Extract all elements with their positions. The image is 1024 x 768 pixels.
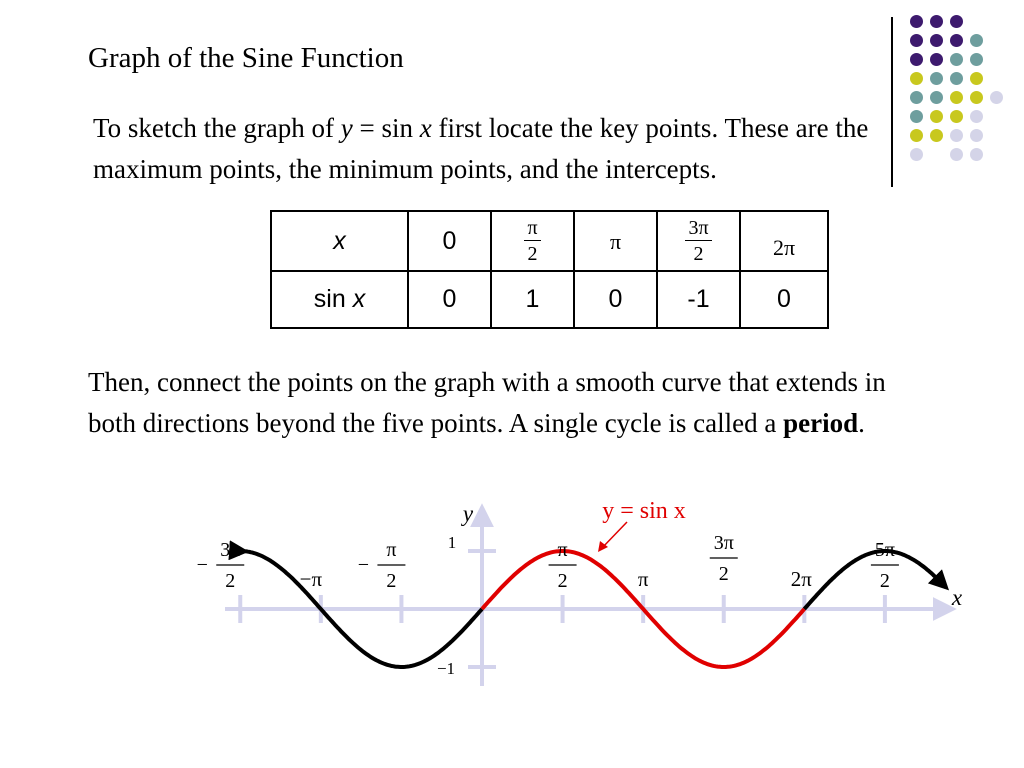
table-header-sin: sin x	[271, 271, 408, 328]
y-tick-label-neg-one: −1	[436, 659, 456, 678]
intro-x-variable: x	[419, 113, 432, 143]
table-cell: 0	[408, 211, 491, 271]
conclusion-text: Then, connect the points on the graph with a smooth curve that extends in both directions beyond the five points. A single cycle is called a	[88, 367, 886, 438]
function-label: y = sin x	[602, 498, 686, 524]
x-tick-label-numerator: π	[386, 539, 397, 561]
table-header-x: x	[271, 211, 408, 271]
graph-axes	[225, 508, 952, 686]
intro-text-start: To sketch the graph of	[93, 113, 341, 143]
table-cell: 0	[740, 271, 828, 328]
x-tick-label: −π	[299, 567, 323, 591]
fraction: $\frac{3\pi}{2}$	[685, 218, 711, 264]
intro-equation: = sin	[352, 113, 420, 143]
x-tick-label-numerator: π	[557, 539, 568, 561]
x-tick-label: 2π	[790, 567, 812, 591]
table-cell: 1	[491, 271, 574, 328]
conclusion-end: .	[858, 408, 865, 438]
y-axis-label: y	[462, 501, 474, 526]
intro-text-end: first locate the key points. These are the maximum points, the minimum points, and the intercepts.	[93, 113, 869, 184]
table-cell: 0	[574, 271, 657, 328]
x-tick-label-numerator: 3π	[220, 539, 241, 561]
table-cell: -1	[657, 271, 740, 328]
x-tick-label-sign: −	[357, 554, 370, 576]
table-cell: 2π	[740, 211, 828, 271]
table-cell: π	[574, 211, 657, 271]
x-tick-label-numerator: 3π	[713, 532, 734, 554]
x-tick-label-denominator: 2	[386, 570, 397, 592]
slide-title: Graph of the Sine Function	[88, 42, 404, 74]
x-tick-label-denominator: 2	[718, 563, 729, 585]
x-tick-label-numerator: 5π	[874, 539, 895, 561]
table-cell: 0	[408, 271, 491, 328]
x-tick-label-denominator: 2	[879, 570, 890, 592]
y-tick-label-one: 1	[447, 533, 457, 552]
x-tick-label-denominator: 2	[225, 570, 236, 592]
x-tick-label-denominator: 2	[557, 570, 568, 592]
x-tick-label-sign: −	[196, 554, 208, 576]
x-tick-label: π	[637, 567, 649, 591]
x-axis-label: x	[951, 585, 963, 610]
fraction: $\frac{\pi}{2}$	[524, 218, 540, 264]
intro-y-variable: y	[340, 113, 353, 143]
graph-labels	[197, 498, 963, 678]
period-term: period	[783, 408, 859, 438]
